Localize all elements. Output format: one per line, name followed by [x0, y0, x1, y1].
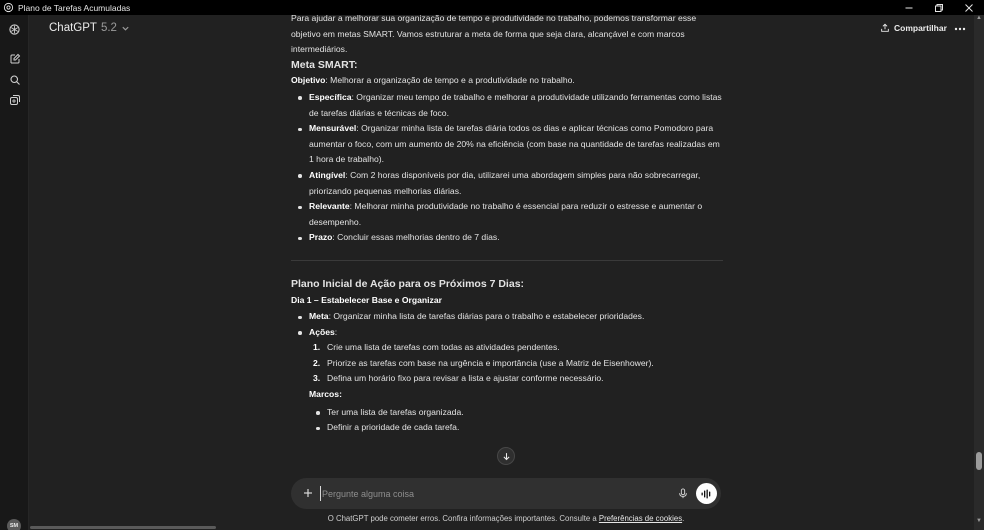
restore-icon — [934, 3, 944, 13]
plan-heading: Plano Inicial de Ação para os Próximos 7 Dias: — [291, 277, 525, 290]
list-item — [291, 356, 723, 372]
chatgpt-logo-icon — [8, 23, 21, 36]
step-number: 3. — [313, 373, 321, 384]
share-button[interactable] — [880, 23, 947, 33]
objective-line — [291, 73, 723, 89]
disclaimer-end: . — [682, 514, 685, 523]
day1-list — [291, 309, 723, 340]
step-text: Crie uma lista de tarefas com todas as atividades pendentes. — [327, 342, 560, 353]
avatar[interactable]: SM — [7, 519, 21, 530]
day1-goal-label: Meta — [309, 311, 329, 322]
edit-icon — [9, 53, 21, 65]
objective-label: Objetivo — [291, 75, 326, 86]
item-label: Mensurável — [309, 123, 357, 134]
item-text: : Organizar meu tempo de trabalho e melhorar a produtividade utilizando ferramentas como listas de tarefas diárias e técnicas de foco. — [309, 91, 722, 118]
message-composer — [291, 478, 721, 509]
actions-label: Ações — [309, 326, 335, 337]
milestones-heading — [291, 387, 723, 403]
model-version: 5.2 — [100, 22, 117, 34]
item-text: : Com 2 horas disponíveis por dia, utilizarei uma abordagem simples para não sobrecarregar, priorizando pequenas melhorias diárias. — [309, 169, 701, 196]
close-button[interactable] — [954, 0, 984, 15]
window-title: Plano de Tarefas Acumuladas — [18, 2, 131, 13]
chevron-down-icon — [121, 24, 130, 33]
horizontal-scrollbar[interactable] — [30, 526, 216, 529]
list-item — [291, 121, 723, 168]
cookie-preferences-link[interactable]: Preferências de cookies — [598, 514, 683, 523]
model-name: ChatGPT — [49, 22, 97, 34]
window-controls — [894, 0, 984, 15]
step-text: Defina um horário fixo para revisar a lista e ajustar conforme necessário. — [327, 373, 604, 384]
milestones-list — [291, 405, 723, 436]
sidebar-rail — [0, 15, 29, 530]
step-number: 1. — [313, 342, 321, 353]
model-selector[interactable] — [49, 22, 130, 34]
list-item — [291, 199, 723, 230]
intro-paragraph: Para ajudar a melhorar sua organização de tempo e produtividade no trabalho, podemos transformar esse objetivo em metas SMART. Vamos estruturar a meta de forma que seja clara, alcançável e com marcos intermediários. — [291, 13, 697, 55]
chatgpt-logo-icon — [3, 2, 14, 13]
milestones-label: Marcos — [309, 389, 340, 400]
actions-list — [291, 340, 723, 387]
item-text: : Concluir essas melhorias dentro de 7 dias. — [332, 232, 500, 243]
library-button[interactable] — [6, 91, 23, 108]
voice-mode-icon — [701, 489, 712, 499]
search-chats-button[interactable] — [6, 71, 23, 88]
share-label: Compartilhar — [894, 23, 947, 33]
scrollbar-thumb[interactable] — [976, 452, 982, 470]
smart-list — [291, 90, 723, 246]
step-number: 2. — [313, 357, 321, 368]
close-icon — [964, 3, 974, 13]
list-item: Definir a prioridade de cada tarefa. — [291, 420, 723, 436]
minimize-icon — [904, 3, 914, 13]
assistant-message — [291, 11, 723, 436]
smart-heading: Meta SMART: — [291, 58, 358, 71]
item-label: Relevante — [309, 201, 350, 212]
prompt-input[interactable] — [320, 486, 650, 501]
step-text: Priorize as tarefas com base na urgência e importância (use a Matriz de Eisenhower). — [327, 357, 654, 368]
plus-icon — [303, 488, 313, 498]
more-icon — [954, 27, 966, 31]
share-icon — [880, 23, 890, 33]
day1-goal-text: : Organizar minha lista de tarefas diárias para o trabalho e estabelecer prioridades. — [328, 311, 645, 322]
list-item: Ter uma lista de tarefas organizada. — [291, 405, 723, 421]
attach-button[interactable] — [301, 486, 315, 500]
section-divider — [291, 260, 723, 261]
scroll-up-arrow[interactable]: ▲ — [976, 15, 982, 21]
dictate-button[interactable] — [676, 486, 690, 500]
list-item — [291, 309, 723, 325]
list-item — [291, 325, 723, 341]
scroll-down-arrow[interactable]: ▼ — [976, 518, 982, 524]
objective-text: : Melhorar a organização de tempo e a produtividade no trabalho. — [325, 75, 575, 86]
item-label: Atingível — [309, 169, 346, 180]
disclaimer-text: O ChatGPT pode cometer erros. Confira informações importantes. Consulte a — [327, 514, 599, 523]
item-label: Específica — [309, 91, 352, 102]
day1-title: Dia 1 – Estabelecer Base e Organizar — [291, 294, 442, 305]
search-icon — [9, 74, 21, 86]
restore-button[interactable] — [924, 0, 954, 15]
scroll-to-bottom-button[interactable] — [497, 447, 515, 465]
list-item — [291, 90, 723, 121]
list-item — [291, 371, 723, 387]
milestones-suffix: : — [339, 389, 342, 400]
item-text: : Organizar minha lista de tarefas diária todos os dias e aplicar técnicas como Pomodoro para aumentar o foco, com um aumento de 20% na eficiência (com base na quantidade de tarefas realizadas em 1 hora de trabalho). — [309, 123, 720, 165]
list-item — [291, 230, 723, 246]
more-options-button[interactable] — [953, 22, 967, 36]
library-icon — [9, 94, 21, 106]
voice-mode-button[interactable] — [696, 483, 717, 504]
new-chat-button[interactable] — [6, 50, 23, 67]
home-logo-button[interactable] — [6, 21, 23, 38]
disclaimer — [0, 514, 984, 523]
item-text: : Melhorar minha produtividade no trabalho é essencial para reduzir o estresse e aumentar o desempenho. — [309, 201, 703, 227]
mic-icon — [678, 488, 688, 499]
actions-suffix: : — [334, 326, 338, 337]
arrow-down-icon — [502, 452, 511, 461]
list-item — [291, 340, 723, 356]
item-label: Prazo — [309, 232, 333, 243]
list-item — [291, 168, 723, 199]
minimize-button[interactable] — [894, 0, 924, 15]
